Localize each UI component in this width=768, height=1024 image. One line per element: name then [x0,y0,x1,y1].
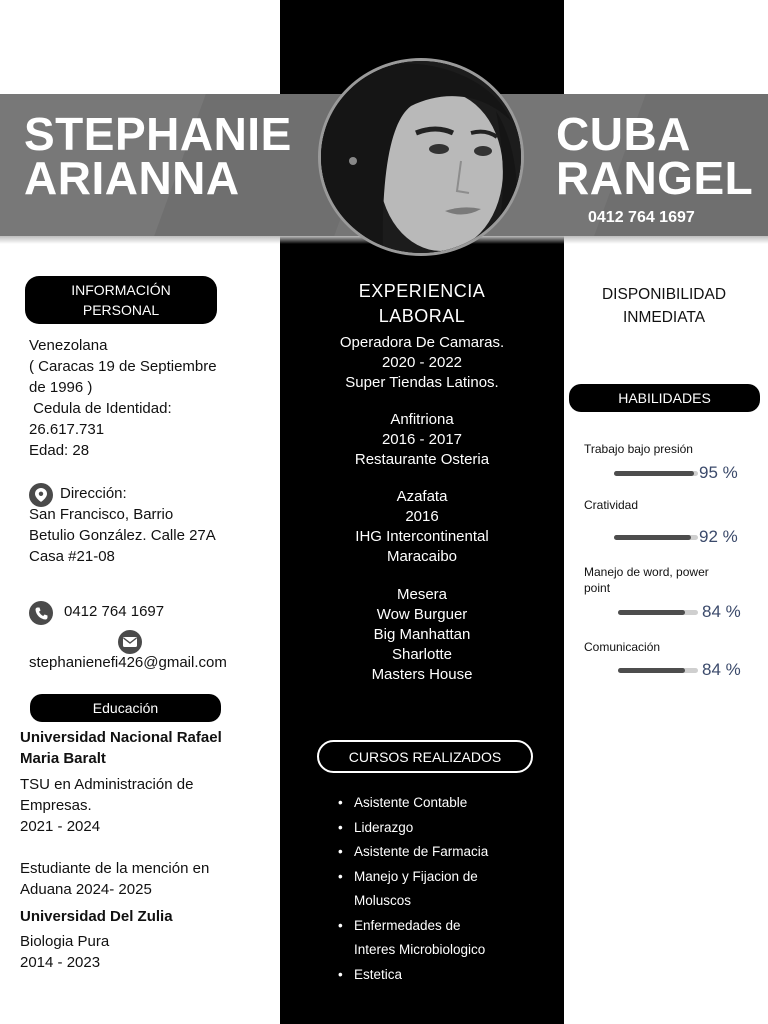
job-1: Operadora De Camaras. 2020 - 2022 Super Tiendas Latinos. [339,334,505,391]
phone-icon [29,601,53,625]
skill-label: Comunicación [584,640,661,654]
skill-bar [618,668,698,673]
last-names: CUBA RANGEL [556,108,754,204]
education-details-1: TSU en Administración de Empresas. 2021 - 2024 [20,776,194,835]
skills-pill: HABILIDADES [569,384,760,412]
education-details-2: Estudiante de la mención en Aduana 2024- 2025 [20,860,210,898]
education-pill: Educación [30,694,221,722]
personal-info-pill: INFORMACIÓN PERSONAL [25,276,217,324]
skill-percent: 84 % [702,602,741,621]
contact-phone: 0412 764 1697 [64,603,165,620]
profile-photo [318,58,524,256]
address-text: San Francisco, Barrio Betulio González. Calle 27A Casa #21-08 [29,506,216,565]
list-item: • Enfermedades de Interes Microbiologico [354,914,488,963]
envelope-icon [118,630,142,654]
list-item: • Estetica [354,963,488,988]
skill-percent: 92 % [699,527,738,546]
job-2: Anfitriona 2016 - 2017 Restaurante Osteria [354,411,490,468]
experience-title: EXPERIENCIA LABORAL [358,281,486,326]
education-school-1: Universidad Nacional Rafael Maria Baralt [20,729,222,767]
skill-bar [618,610,698,615]
skill-bar [614,535,698,540]
skill-percent: 95 % [699,463,738,482]
job-3: Azafata 2016 IHG Intercontinental Maracaibo [355,488,489,565]
contact-email: stephanienefi426@gmail.com [29,654,227,671]
list-item: • Asistente de Farmacia [354,840,488,865]
list-item: • Asistente Contable [354,791,488,816]
header-phone: 0412 764 1697 [588,209,695,226]
skill-label: Trabajo bajo presión [584,442,693,456]
education-details-3: Biologia Pura 2014 - 2023 [20,933,110,971]
first-names: STEPHANIE ARIANNA [24,108,292,204]
availability: DISPONIBILIDAD INMEDIATA [601,286,727,326]
skill-bar [614,471,698,476]
courses-list [354,791,488,987]
education-school-3: Universidad Del Zulia [20,908,173,925]
address-label: Dirección: [60,485,127,502]
courses-pill: CURSOS REALIZADOS [317,740,533,773]
skill-label: Cratividad [584,498,639,512]
skill-label: Manejo de word, power point [584,565,709,595]
job-4: Mesera Wow Burguer Big Manhattan Sharlotte Masters House [371,586,473,683]
list-item: • Manejo y Fijacion de Moluscos [354,865,488,914]
list-item: • Liderazgo [354,816,488,841]
skill-percent: 84 % [702,660,741,679]
personal-details: Venezolana ( Caracas 19 de Septiembre de 1996 ) Cedula de Identidad: 26.617.731 Edad: 28 [29,337,217,459]
